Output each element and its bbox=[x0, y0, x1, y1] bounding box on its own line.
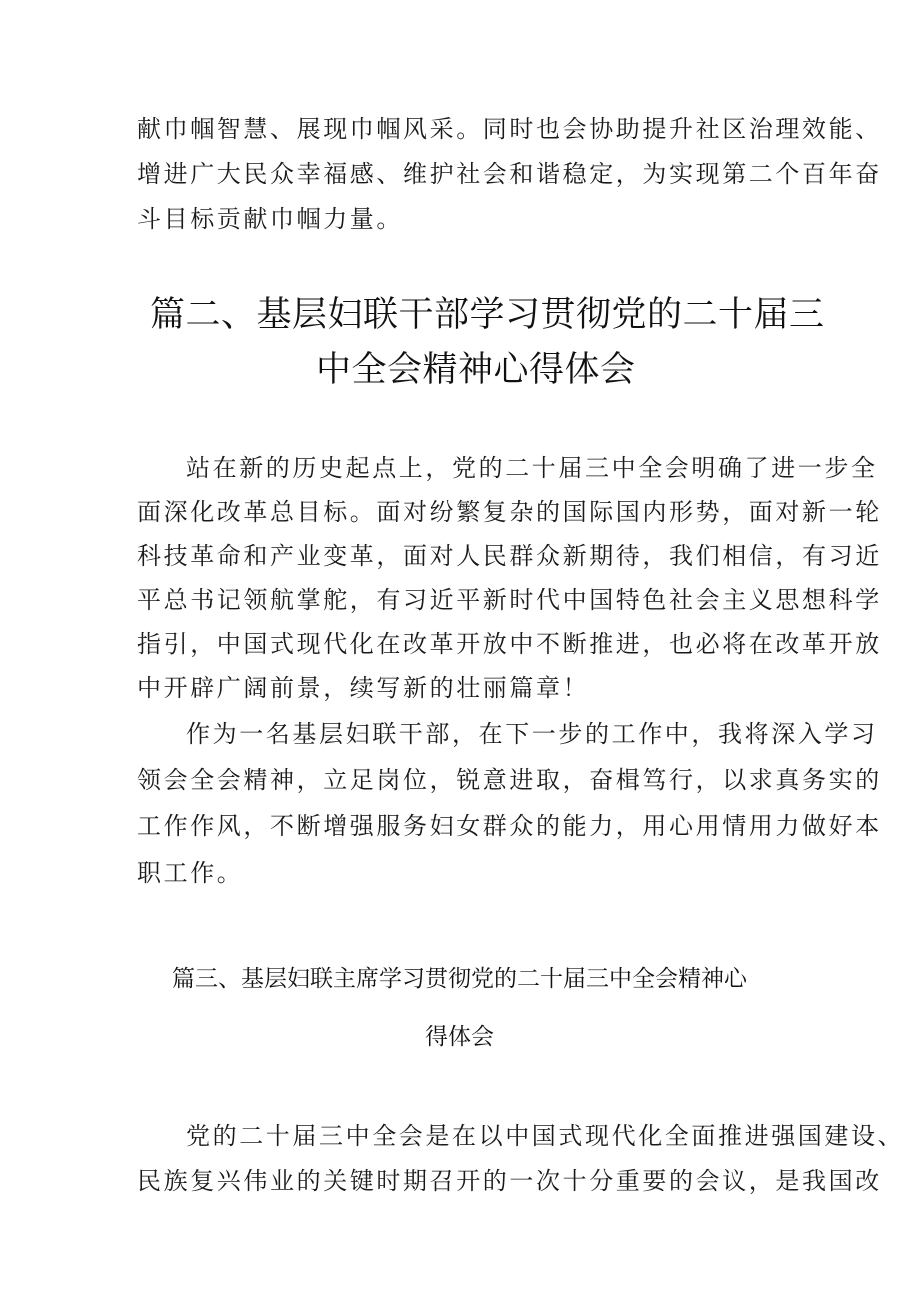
intro-line-1: 献巾帼智慧、展现巾帼风采。同时也会协助提升社区治理效能、 bbox=[137, 115, 882, 143]
section-two-p2-line-3: 工作作风，不断增强服务妇女群众的能力，用心用情用力做好本 bbox=[137, 812, 882, 840]
section-two-title-line-1: 篇二、基层妇联干部学习贯彻党的二十届三 bbox=[150, 295, 825, 335]
section-three-p1-line-1: 党的二十届三中全会是在以中国式现代化全面推进强国建设、 bbox=[186, 1122, 905, 1150]
section-three-title-line-2: 得体会 bbox=[425, 1024, 494, 1050]
section-two-p1-line-3: 科技革命和产业变革，面对人民群众新期待，我们相信，有习近 bbox=[137, 542, 882, 570]
section-two-p1-line-4: 平总书记领航掌舵，有习近平新时代中国特色社会主义思想科学 bbox=[137, 586, 882, 614]
section-two-p1-line-1: 站在新的历史起点上，党的二十届三中全会明确了进一步全 bbox=[186, 454, 878, 482]
intro-line-3: 斗目标贡献巾帼力量。 bbox=[137, 205, 403, 233]
section-two-p2-line-2: 领会全会精神，立足岗位，锐意进取，奋楫笃行，以求真务实的 bbox=[137, 766, 882, 794]
section-two-p1-line-6: 中开辟广阔前景，续写新的壮丽篇章！ bbox=[137, 674, 590, 702]
section-two-p1-line-5: 指引，中国式现代化在改革开放中不断推进，也必将在改革开放 bbox=[137, 630, 882, 658]
section-three-p1-line-2: 民族复兴伟业的关键时期召开的一次十分重要的会议，是我国改 bbox=[137, 1167, 882, 1195]
section-three-title-line-1: 篇三、基层妇联主席学习贯彻党的二十届三中全会精神心 bbox=[172, 966, 747, 992]
section-two-p2-line-4: 职工作。 bbox=[137, 859, 244, 887]
section-two-p2-line-1: 作为一名基层妇联干部，在下一步的工作中，我将深入学习 bbox=[186, 720, 878, 748]
section-two-p1-line-2: 面深化改革总目标。面对纷繁复杂的国际国内形势，面对新一轮 bbox=[137, 498, 882, 526]
intro-line-2: 增进广大民众幸福感、维护社会和谐稳定，为实现第二个百年奋 bbox=[137, 160, 882, 188]
section-two-title-line-2: 中全会精神心得体会 bbox=[316, 350, 636, 390]
